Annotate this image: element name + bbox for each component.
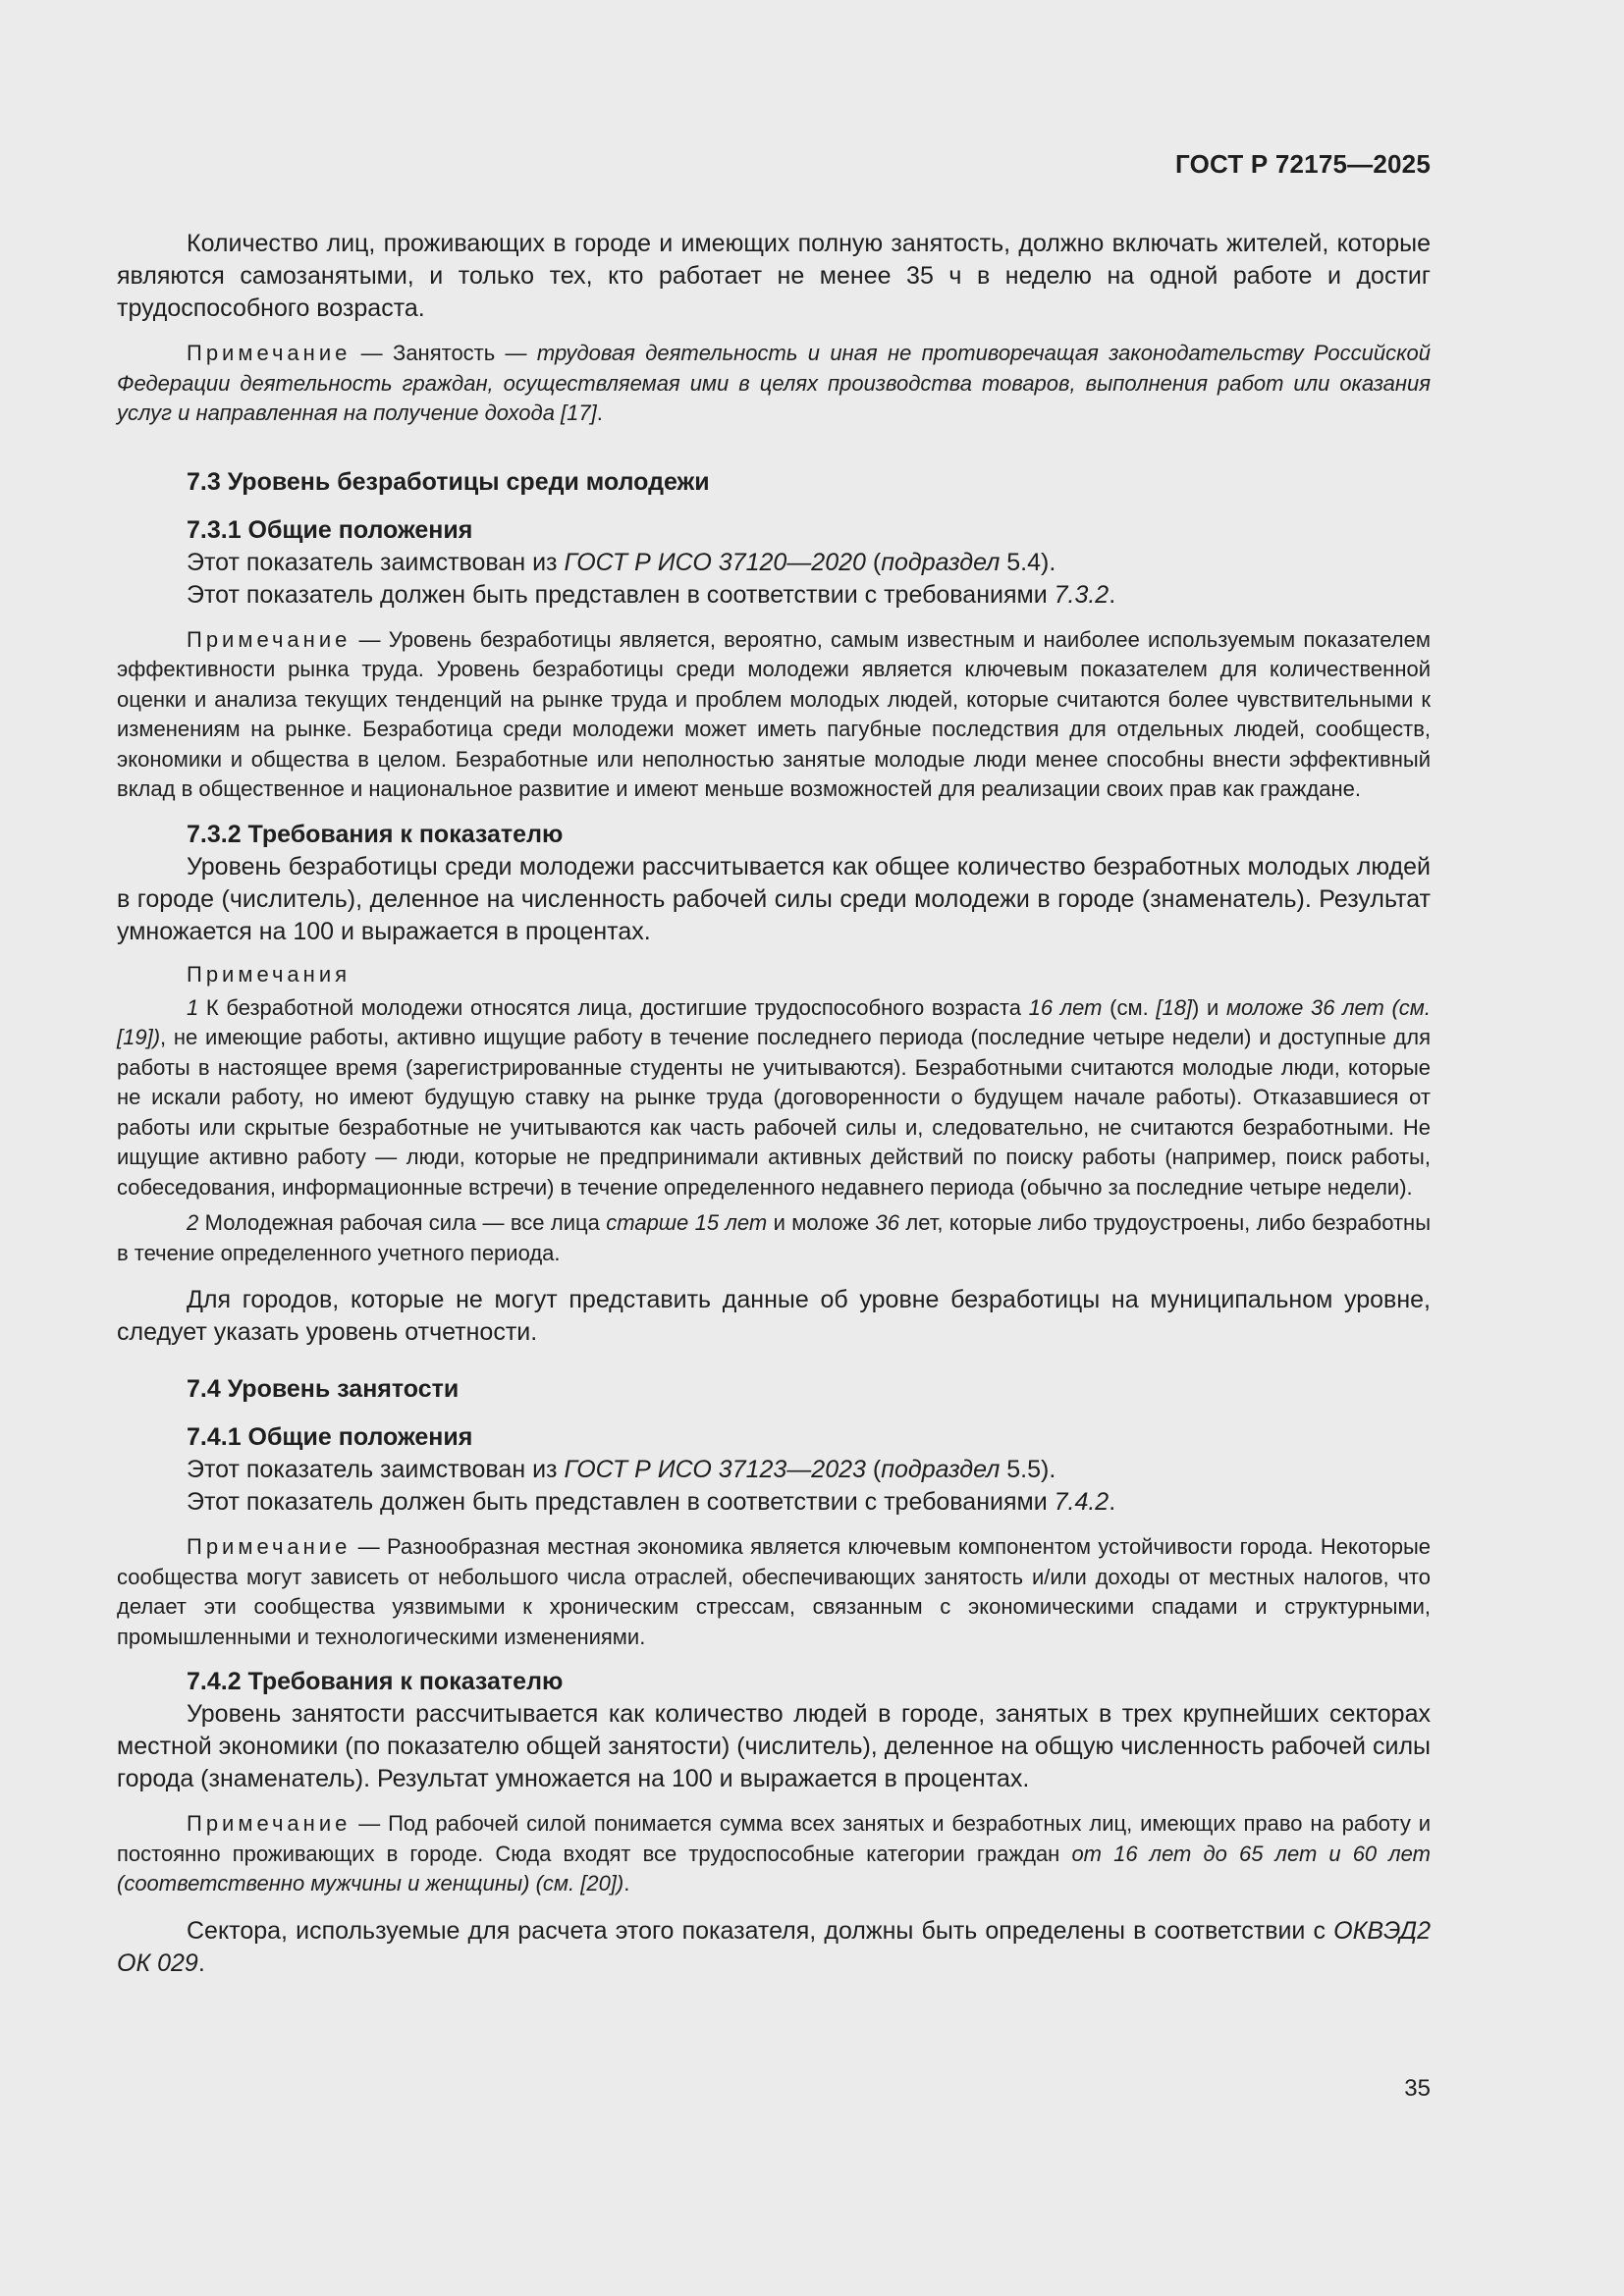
note-2: 2 Молодежная рабочая сила — все лица старше 15 лет и моложе 36 лет, которые либо трудоустроены, либо безработны в течение определенного учетного периода.	[117, 1210, 1432, 1265]
section-7-3-2-municipal-paragraph: Для городов, которые не могут представить данные об уровне безработицы на муниципальном уровне, следует указать уровень отчетности.	[117, 1286, 1431, 1346]
section-7-3-1-source-line: Этот показатель заимствован из ГОСТ Р ИСО 37120—2020 (подраздел 5.4).	[187, 548, 1056, 576]
section-7-4-2-title: 7.4.2 Требования к показателю	[187, 1668, 564, 1695]
notes-title: Примечания	[187, 961, 352, 987]
intro-paragraph: Количество лиц, проживающих в городе и имеющих полную занятость, должно включать жителей, которые являются самозанятыми, и только тех, кто работает не менее 35 ч в неделю на одной работе и достиг трудоспособного возраста.	[117, 230, 1431, 322]
section-7-4-2-sectors-paragraph: Сектора, используемые для расчета этого показателя, должны быть определены в соответствии с ОКВЭД2 ОК 029.	[117, 1916, 1431, 1977]
section-7-4-1-requirement-line: Этот показатель должен быть представлен в соответствии с требованиями 7.4.2.	[187, 1488, 1116, 1516]
page-number: 35	[1404, 2075, 1431, 2102]
section-7-4-2-paragraph: Уровень занятости рассчитывается как количество людей в городе, занятых в трех крупнейших секторах местной экономики (по показателю общей занятости) (числитель), деленное на общую численность рабочей силы города (знаменатель). Результат умножается на 100 и выражается в процентах.	[117, 1700, 1431, 1792]
note-1: 1 К безработной молодежи относятся лица, достигшие трудоспособного возраста 16 лет (см. [18]) и моложе 36 лет (см. [19]), не имеющие работы, активно ищущие работу в течение последнего периода (последние четыре недели) и доступные для работы в настоящее время (зарегистрированные студенты не учитываются). Безработными считаются молодые люди, которые не искали работу, но имеют будущую ставку на рынке труда (договоренности о будущем начале работы). Отказавшиеся от работы или скрытые безработные не учитываются как часть рабочей силы и, следовательно, не считаются безработными. Не ищущие активно работу — люди, которые не предпринимали активных действий по поиску работы (например, поиск работы, собеседования, информационные встречи) в течение определенного недавнего периода (обычно за последние четыре недели).	[117, 994, 1431, 1200]
note-label: Примечание	[187, 341, 352, 365]
section-7-3-1-requirement-line: Этот показатель должен быть представлен в соответствии с требованиями 7.3.2.	[187, 580, 1116, 609]
clause-reference: 7.4.2	[1054, 1488, 1110, 1516]
section-7-3-1-note: Примечание — Уровень безработицы является, вероятно, самым известным и наиболее используемым показателем эффективности рынка труда. Уровень безработицы среди молодежи является ключевым показателем для количественной оценки и анализа текущих тенденций на рынке труда и проблем молодых людей, которые считаются более чувствительными к изменениям на рынке. Безработица среди молодежи может иметь пагубные последствия для отдельных людей, сообществ, экономики и общества в целом. Безработные или неполностью занятые молодые люди менее способны внести эффективный вклад в общественное и национальное развитие и имеют меньше возможностей для реализации своих прав как граждане.	[117, 626, 1431, 801]
section-7-4-1-note: Примечание — Разнообразная местная экономика является ключевым компонентом устойчивости города. Некоторые сообщества могут зависеть от небольшого числа отраслей, обеспечивающих занятость и/или доходы от местных налогов, что делает эти сообщества уязвимыми к хроническим стрессам, связанным с экономическими спадами и структурными, промышленными и технологическими изменениями.	[117, 1534, 1431, 1649]
section-7-3-1-title: 7.3.1 Общие положения	[187, 515, 473, 544]
standard-reference: ГОСТ Р ИСО 37120—2020	[564, 548, 866, 576]
section-7-4-2-note: Примечание — Под рабочей силой понимается сумма всех занятых и безработных лиц, имеющих право на работу и постоянно проживающих в городе. Сюда входят все трудоспособные категории граждан от 16 лет до 65 лет и 60 лет (соответственно мужчины и женщины) (см. [20]).	[117, 1811, 1431, 1896]
note-label: Примечание	[187, 626, 352, 652]
employment-note: Примечание — Занятость — трудовая деятельность и иная не противоречащая законодательству Российской Федерации деятельность граждан, осуществляемая ими в целях производства товаров, выполнения работ или оказания услуг и направленная на получение дохода [17].	[117, 341, 1432, 425]
employment-definition: трудовая деятельность и иная не противоречащая законодательству Российской Федерации деятельность граждан, осуществляемая ими в целях производства товаров, выполнения работ или оказания услуг и направленная на получение дохода [17]	[117, 341, 1432, 425]
section-7-3-title: 7.3 Уровень безработицы среди молодежи	[187, 467, 710, 496]
section-7-3-2-paragraph: Уровень безработицы среди молодежи рассчитывается как общее количество безработных молодых людей в городе (числитель), деленное на численность рабочей силы среди молодежи в городе (знаменатель). Результат умножается на 100 и выражается в процентах.	[117, 852, 1431, 945]
note-label: Примечание	[187, 1811, 352, 1836]
standard-reference: ГОСТ Р ИСО 37123—2023	[564, 1456, 866, 1483]
note-label: Примечание	[187, 1534, 352, 1559]
section-7-4-1-source-line: Этот показатель заимствован из ГОСТ Р ИСО 37123—2023 (подраздел 5.5).	[187, 1456, 1056, 1483]
clause-reference: 7.3.2	[1054, 580, 1110, 609]
document-page	[117, 0, 1431, 2296]
classifier-reference: ОКВЭД2 ОК 029	[117, 1916, 1431, 1977]
section-7-3-2-title: 7.3.2 Требования к показателю	[187, 820, 564, 848]
document-content	[117, 228, 1431, 1980]
section-7-4-1-title: 7.4.1 Общие положения	[187, 1423, 473, 1451]
section-7-4-title: 7.4 Уровень занятости	[187, 1375, 460, 1403]
document-code-header: ГОСТ Р 72175—2025	[1175, 149, 1431, 179]
